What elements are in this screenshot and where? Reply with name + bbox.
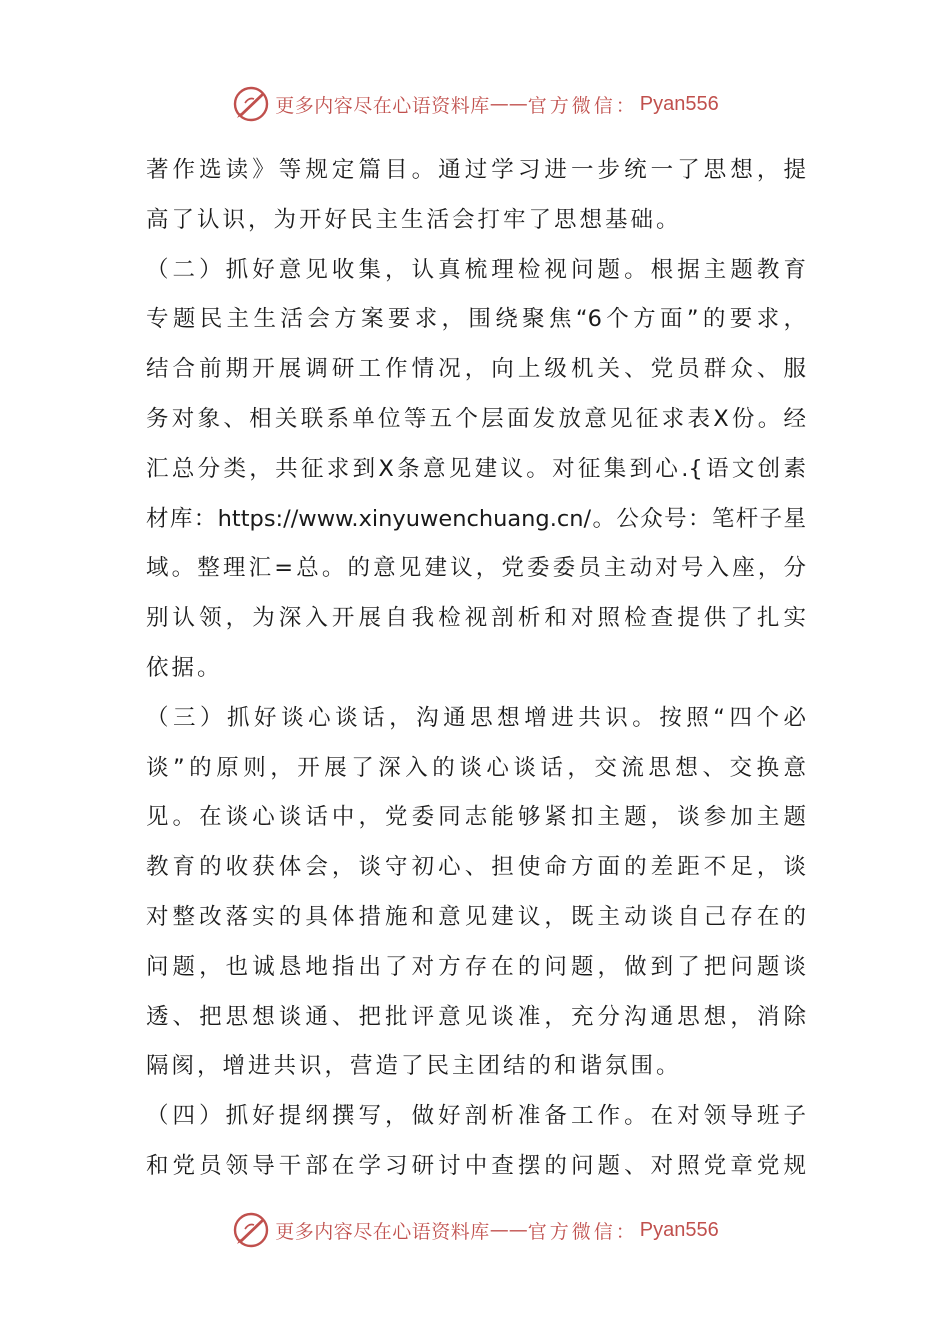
banner-site-text: 更多内容尽在心语资料库 [275, 94, 490, 117]
text-line: 结合前期开展调研工作情况，向上级机关、党员群众、服 [146, 356, 806, 383]
header-banner [0, 82, 950, 126]
banner-site-text: 更多内容尽在心语资料库 [275, 1220, 490, 1243]
text-line: 问题，也诚恳地指出了对方存在的问题，做到了把问题谈 [146, 953, 806, 980]
text-line: 别认领，为深入开展自我检视剖析和对照检查提供了扎实 [146, 605, 806, 632]
banner-separator: —— [489, 93, 528, 115]
text-line: 和党员领导干部在学习研讨中查摆的问题、对照党章党规 [146, 1152, 806, 1179]
text-line: 汇总分类，共征求到X条意见建议。对征集到心.{语文创素 [146, 455, 806, 482]
banner-official-label: 官方微信： [527, 94, 638, 117]
banner-wechat-id: Pyan556 [639, 1218, 719, 1241]
text-line: 材库：https://www.xinyuwenchuang.cn/。公众号：笔杆子星 [146, 505, 806, 532]
text-line: 高了认识，为开好民主生活会打牢了思想基础。 [146, 206, 682, 233]
text-line: 专题民主生活会方案要求，围绕聚焦“6个方面”的要求， [146, 306, 806, 333]
text-line: 谈”的原则，开展了深入的谈心谈话，交流思想、交换意 [146, 754, 806, 781]
text-line: 务对象、相关联系单位等五个层面发放意见征求表X份。经 [146, 405, 806, 432]
text-line: （三）抓好谈心谈话，沟通思想增进共识。按照“四个必 [146, 704, 806, 731]
text-line: 教育的收获体会，谈守初心、担使命方面的差距不足，谈 [146, 854, 806, 881]
banner-wechat-id: Pyan556 [639, 92, 719, 115]
text-line: 著作选读》等规定篇目。通过学习进一步统一了思想，提 [146, 157, 806, 183]
document-body [146, 146, 806, 1192]
text-line: （二）抓好意见收集，认真梳理检视问题。根据主题教育 [146, 256, 806, 283]
text-line: 见。在谈心谈话中，党委同志能够紧扣主题，谈参加主题 [146, 804, 806, 831]
banner-official-label: 官方微信： [527, 1220, 638, 1243]
text-line: 域。整理汇=总。的意见建议，党委委员主动对号入座，分 [146, 555, 806, 582]
text-line: 透、把思想谈通、把批评意见谈准，充分沟通思想，消除 [146, 1003, 806, 1030]
pen-logo-icon [231, 1210, 271, 1250]
pen-logo-icon [231, 84, 271, 124]
banner-separator: —— [489, 1219, 528, 1241]
footer-banner [0, 1208, 950, 1252]
text-line: 隔阂，增进共识，营造了民主团结的和谐氛围。 [146, 1053, 682, 1080]
text-line: 对整改落实的具体措施和意见建议，既主动谈自己存在的 [146, 903, 806, 930]
text-line: 依据。 [146, 654, 223, 681]
text-line: （四）抓好提纲撰写，做好剖析准备工作。在对领导班子 [146, 1103, 806, 1130]
